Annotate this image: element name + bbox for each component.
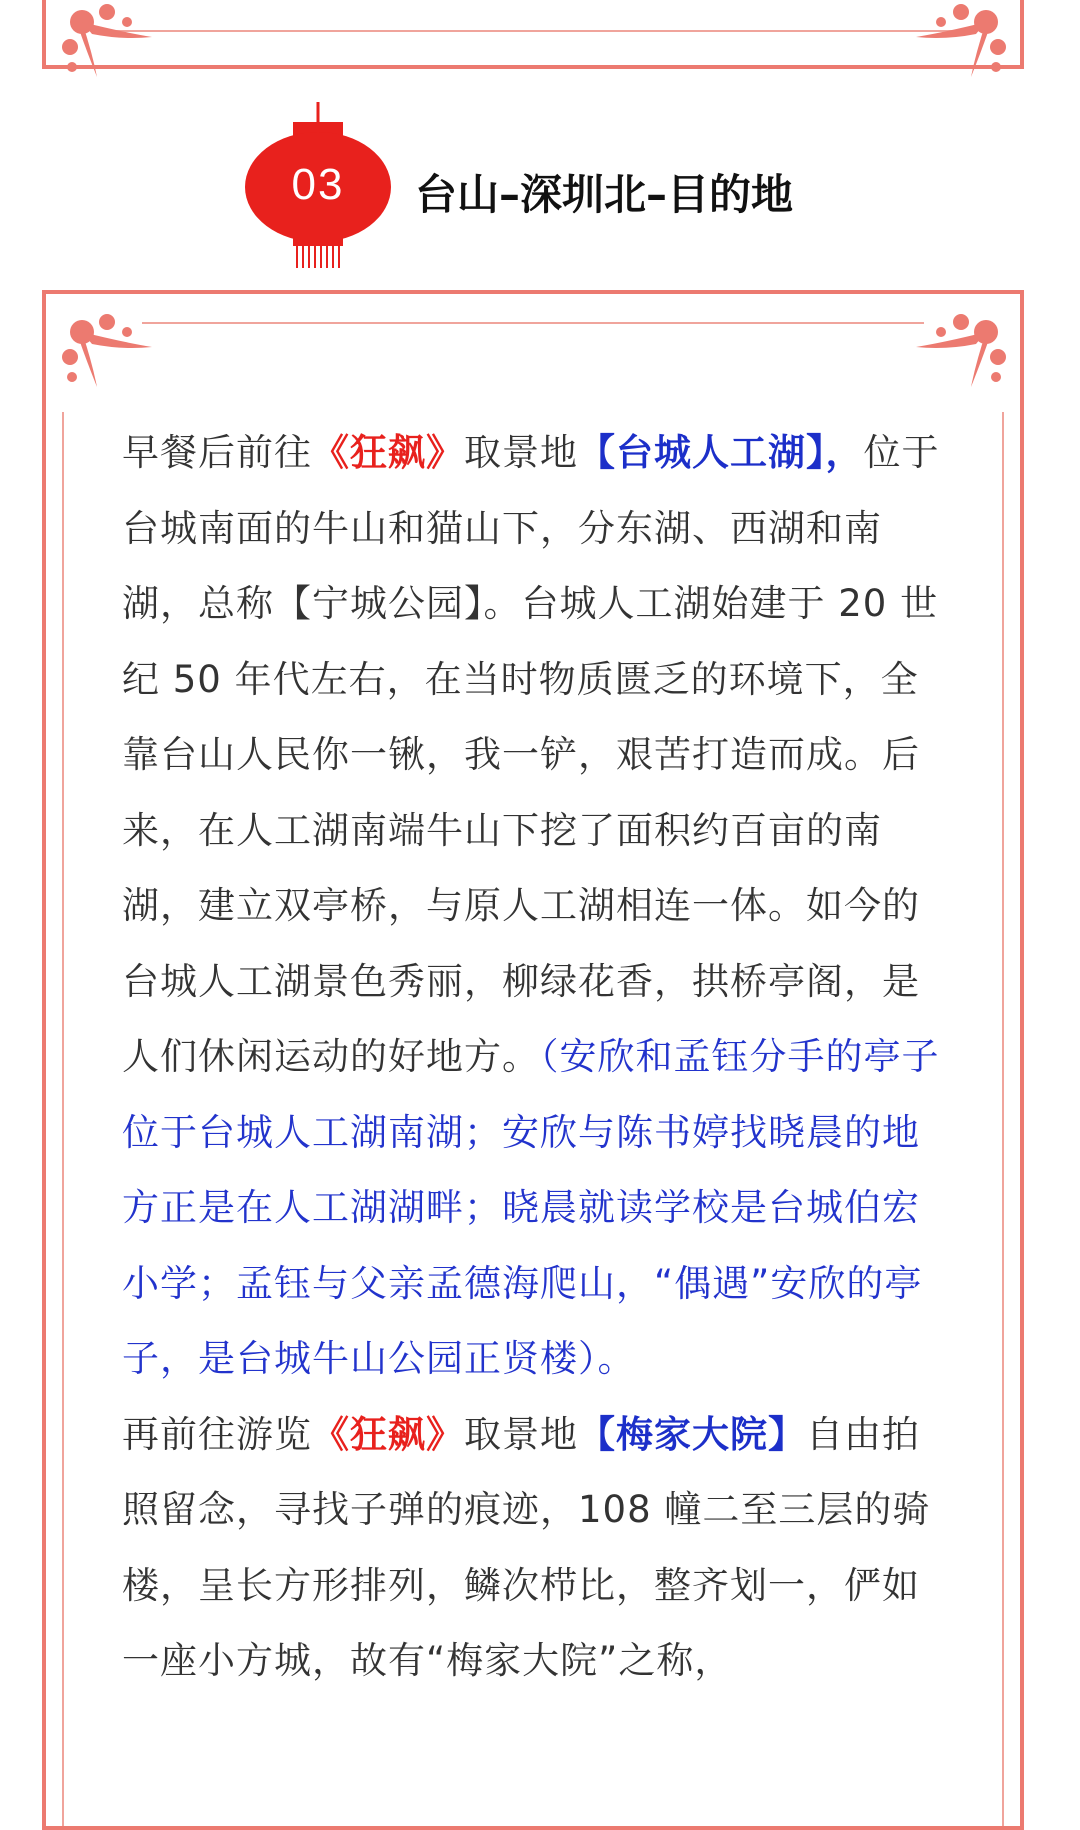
film-title: 《狂飙》	[312, 1412, 464, 1456]
place-name: 【梅家大院】	[578, 1412, 806, 1456]
section-heading	[245, 102, 845, 270]
film-location-note: （安欣和孟钰分手的亭子位于台城人工湖南湖；安欣与陈书婷找晓晨的地方正是在人工湖湖畔；晓晨就读学校是台城伯宏小学；孟钰与父亲孟德海爬山，“偶遇”安欣的亭子，是台城牛山公园正贤楼）。	[122, 1035, 940, 1380]
section-title: 台山–深圳北–目的地	[415, 170, 794, 219]
place-name: 【台城人工湖】，	[578, 431, 864, 474]
floral-corner-ornament-icon	[52, 0, 162, 82]
frame-inner-right	[1002, 412, 1004, 1826]
frame-inner-left	[62, 412, 64, 1826]
text-body: 位于台城南面的牛山和猫山下，分东湖、西湖和南湖，总称【宁城公园】。台城人工湖始建于 20 世纪 50 年代左右，在当时物质匮乏的环境下，全靠台山人民你一锹，我一铲，艰苦打造而成。后来，在人工湖南端牛山下挖了面积约百亩的南湖，建立双亭桥，与原人工湖相连一体。如今的台城人工湖景色秀丽，柳绿花香，拱桥亭阁，是人们休闲运动的好地方。	[122, 431, 940, 1078]
paragraph-renhu	[122, 415, 942, 1397]
floral-corner-ornament-icon	[906, 0, 1016, 82]
frame-inner-top	[142, 322, 924, 324]
previous-section-frame	[42, 0, 1024, 69]
frame-divider	[106, 30, 960, 32]
text-mid: 取景地	[464, 1412, 578, 1456]
paragraph-meijia	[122, 1397, 942, 1699]
section-number: 03	[291, 160, 345, 209]
film-title: 《狂飙》	[312, 431, 464, 474]
text-body: 自由拍照留念，寻找子弹的痕迹，108 幢二至三层的骑楼，呈长方形排列，鳞次栉比，整齐划一，俨如一座小方城，故有“梅家大院”之称，	[122, 1412, 931, 1682]
floral-corner-ornament-icon	[52, 302, 162, 392]
text-intro: 早餐后前往	[122, 431, 312, 474]
text-mid: 取景地	[464, 431, 578, 474]
floral-corner-ornament-icon	[906, 302, 1016, 392]
lantern-icon	[245, 102, 391, 270]
text-intro: 再前往游览	[122, 1412, 312, 1456]
article-body	[122, 415, 942, 1699]
